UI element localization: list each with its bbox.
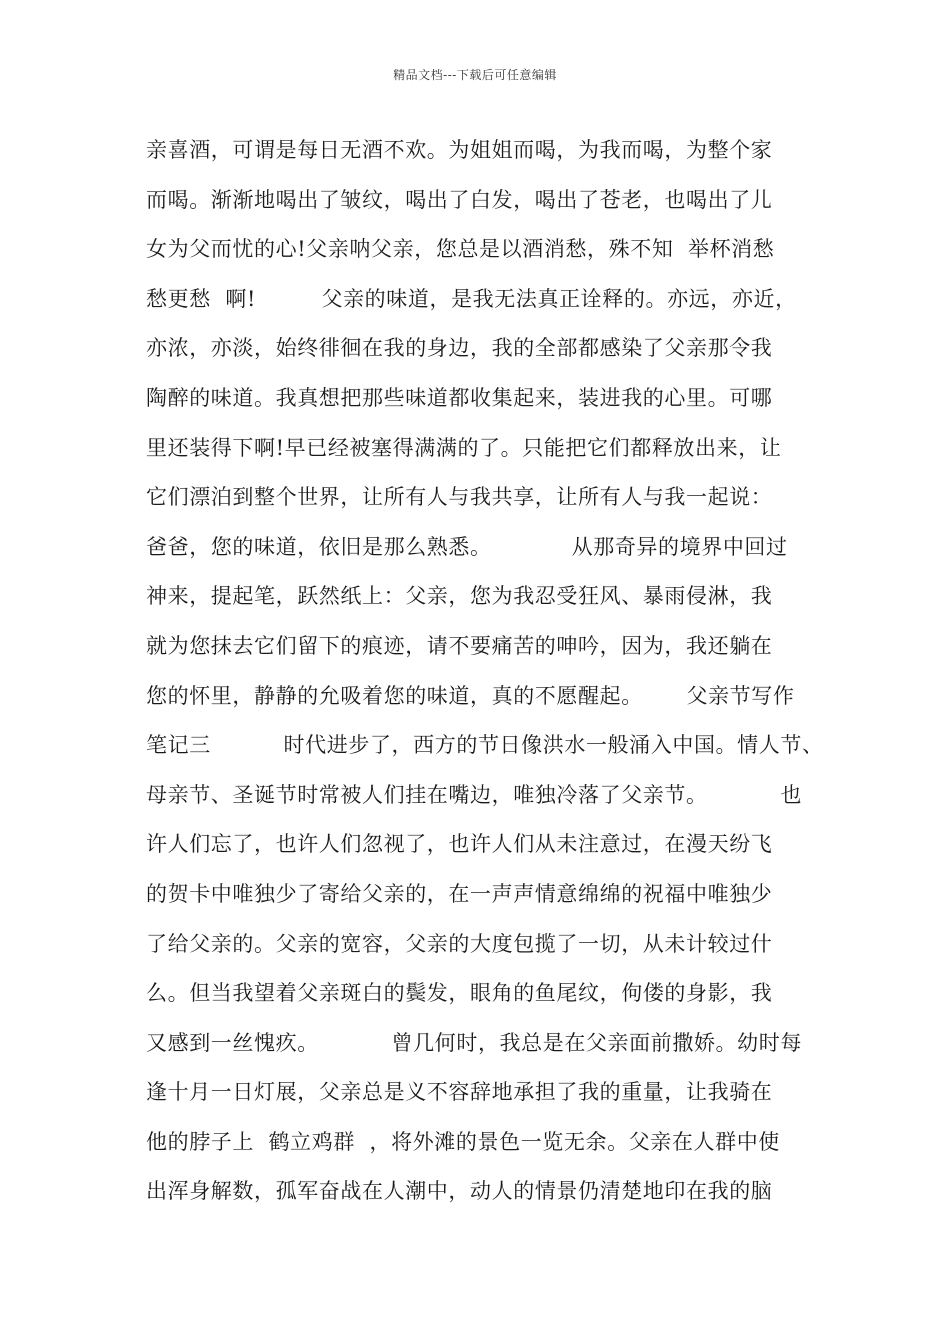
text-line: 母亲节、圣诞节时常被人们挂在嘴边，唯独冷落了父亲节。 也 xyxy=(146,782,802,807)
text-line: 陶醉的味道。我真想把那些味道都收集起来，装进我的心里。可哪 xyxy=(146,385,773,410)
text-line: 女为父而忧的心!父亲呐父亲，您总是以酒消愁，殊不知 举杯消愁 xyxy=(146,237,775,262)
text-line: 笔记三 时代进步了，西方的节日像洪水一般涌入中国。情人节、 xyxy=(146,733,824,758)
text-line: 了给父亲的。父亲的宽容，父亲的大度包揽了一切，从未计较过什 xyxy=(146,931,773,956)
text-line: 神来，提起笔，跃然纸上：父亲，您为我忍受狂风、暴雨侵淋，我 xyxy=(146,584,773,609)
text-line: 许人们忘了，也许人们忽视了，也许人们从未注意过，在漫天纷飞 xyxy=(146,832,773,857)
text-line: 亲喜酒，可谓是每日无酒不欢。为姐姐而喝，为我而喝，为整个家 xyxy=(146,138,773,162)
text-line: 里还装得下啊!早已经被塞得满满的了。只能把它们都释放出来，让 xyxy=(146,435,782,460)
text-line: 逢十月一日灯展，父亲总是义不容辞地承担了我的重量，让我骑在 xyxy=(146,1080,773,1105)
body-text xyxy=(146,126,846,1217)
text-line: 亦浓，亦淡，始终徘徊在我的身边，我的全部都感染了父亲那令我 xyxy=(146,336,773,361)
text-line: 出浑身解数，孤军奋战在人潮中，动人的情景仍清楚地印在我的脑 xyxy=(146,1179,773,1204)
text-line: 又感到一丝愧疚。 曾几何时，我总是在父亲面前撒娇。幼时每 xyxy=(146,1030,802,1055)
text-line: 就为您抹去它们留下的痕迹，请不要痛苦的呻吟，因为，我还躺在 xyxy=(146,633,773,658)
text-line: 您的怀里，静静的允吸着您的味道，真的不愿醒起。 父亲节写作 xyxy=(146,683,795,708)
text-line: 的贺卡中唯独少了寄给父亲的，在一声声情意绵绵的祝福中唯独少 xyxy=(146,881,773,906)
text-line: 么。但当我望着父亲斑白的鬓发，眼角的鱼尾纹，佝偻的身影，我 xyxy=(146,981,773,1006)
text-line: 它们漂泊到整个世界，让所有人与我共享，让所有人与我一起说： xyxy=(146,485,773,510)
text-line: 爸爸，您的味道，依旧是那么熟悉。 从那奇异的境界中回过 xyxy=(146,534,788,559)
text-line: 愁更愁 啊! 父亲的味道，是我无法真正诠释的。亦远，亦近， xyxy=(146,286,797,311)
page-header: 精品文档---下载后可任意编辑 xyxy=(393,68,557,82)
text-line: 他的脖子上 鹤立鸡群 ，将外滩的景色一览无余。父亲在人群中使 xyxy=(146,1129,780,1154)
text-line: 而喝。渐渐地喝出了皱纹，喝出了白发，喝出了苍老，也喝出了儿 xyxy=(146,187,773,212)
